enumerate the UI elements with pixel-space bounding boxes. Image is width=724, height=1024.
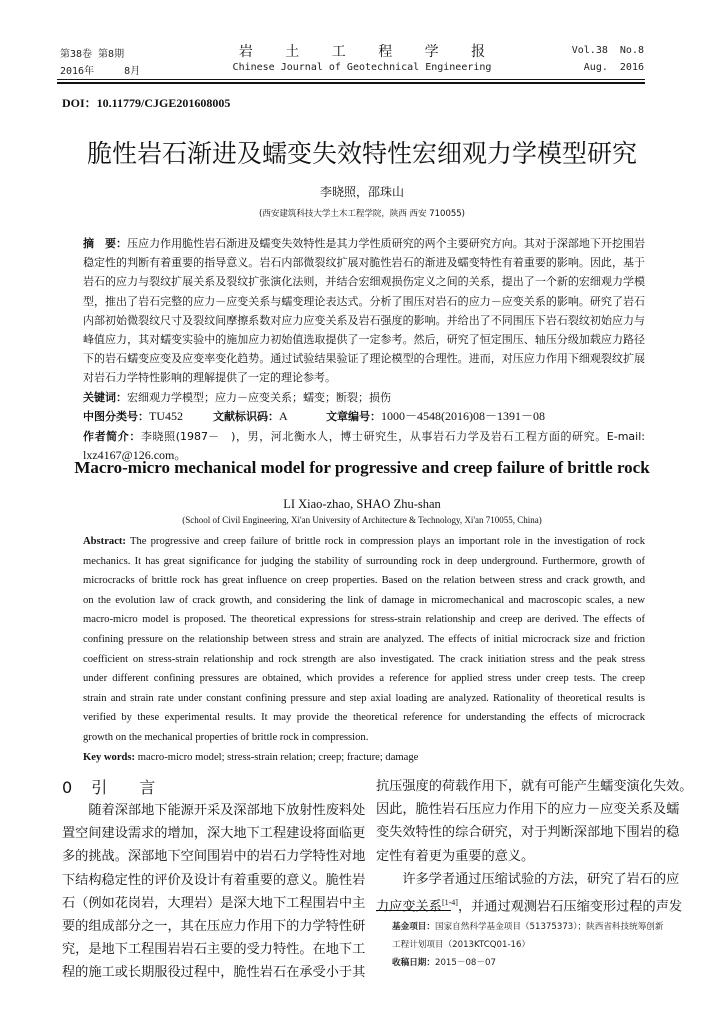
doi: DOI：10.11779/CJGE201608005 bbox=[62, 96, 231, 110]
abstract-cn-line: 型，推出了岩石完整的应力－应变关系与蠕变理论表达式。分析了围压对岩石的应力－应变关系的影响。研究了岩石 bbox=[83, 294, 645, 308]
journal-name-en: Chinese Journal of Geotechnical Engineering bbox=[232, 62, 492, 73]
abstract-cn-label: 摘 要： bbox=[83, 237, 128, 250]
abstract-en-line: verified by these experimental results. It may provide the theoretical reference for understanding the effects of microcrack bbox=[83, 712, 645, 724]
citation[interactable]: [1-4] bbox=[441, 898, 458, 908]
body-line: 要的组成部分之一，其在压应力作用下的力学特性研 bbox=[62, 919, 366, 935]
classification-row: 中图分类号：TU452 文献标识码：A 文章编号：1000－4548(2016)08－1391－08 bbox=[83, 408, 545, 423]
title-cn: 脆性岩石渐进及蠕变失效特性宏细观力学模型研究 bbox=[86, 139, 637, 168]
header-rule-thick bbox=[57, 82, 645, 84]
fund-label: 基金项目： bbox=[392, 922, 435, 932]
footnote: 基金项目：国家自然科学基金项目（51375373）；陕西省科技统筹创新 工程计划项目（2013KTCQ01-16） 收稿日期：2015－08－07 bbox=[392, 922, 664, 968]
abstract-en-line: microcracks of brittle rock has great influence on creep properties. Based on the relation between stress and crack growth, and bbox=[83, 575, 645, 587]
keywords-en-label: Key words: bbox=[83, 751, 136, 763]
abstract-cn bbox=[83, 234, 645, 465]
abstract-en-line: mechanics. It has great significance for judging the stability of surrounding rock in deep underground. Furthermore, growth of bbox=[83, 555, 645, 567]
body-line: 程的施工或长期服役过程中，脆性岩石在承受小于其 bbox=[62, 965, 366, 981]
received-label: 收稿日期： bbox=[392, 958, 435, 968]
date-cn: 2016年 8月 bbox=[60, 66, 141, 77]
abstract-cn-line: 对岩石力学特性影响的理解提供了一定的理论参考。 bbox=[83, 371, 336, 385]
abstract-en-line: growth on the mechanical properties of brittle rock in compression. bbox=[83, 731, 369, 743]
body-line: 石（例如花岗岩，大理岩）是深大地下工程围岩中主 bbox=[62, 895, 366, 911]
abstract-cn-line: 摘 要：压应力作用脆性岩石渐进及蠕变失效特性是其力学性质研究的两个主要研究方向。其对于深部地下开挖围岩 bbox=[83, 237, 646, 250]
author-email[interactable]: lxz4167@126.com。 bbox=[83, 448, 187, 463]
volume-issue-en: Vol.38 No.8 bbox=[571, 45, 644, 56]
body-line: 定性有着更为重要的意义。 bbox=[376, 848, 535, 864]
body-line: 随着深部地下能源开采及深部地下放射性废料处 bbox=[62, 803, 366, 818]
journal-name-cn: 岩 土 工 程 学 报 bbox=[238, 44, 500, 60]
authors-cn: 李晓照，邵珠山 bbox=[319, 185, 404, 199]
abstract-cn-line: 峰值应力，其对蠕变实验中的施加应力初始值选取提供了一定参考。然后，研究了恒定围压、轴压分级加载应力路径 bbox=[83, 333, 645, 347]
abstract-cn-line: 岩石的应力与裂纹扩展关系及裂纹扩张演化法则，并结合宏细观损伤定义之间的关系，提出了一个新的宏细观力学模 bbox=[83, 275, 645, 289]
abstract-en-line: Abstract: The progressive and creep failure of brittle rock in compression plays an important role in the investigation of rock bbox=[83, 536, 645, 547]
abstract-en-line: under different confining pressures are obtained, which provides a reference for applied stress under creep tests. The creep bbox=[83, 673, 645, 685]
title-en: Macro-micro mechanical model for progressive and creep failure of brittle rock bbox=[74, 458, 650, 477]
section-heading bbox=[62, 775, 155, 798]
abstract-cn-line: 下的岩石蠕变应变及应变率变化趋势。通过试验结果验证了理论模型的合理性。进而，对压应力作用下细观裂纹扩展 bbox=[83, 352, 645, 366]
body-line: 变失效特性的综合研究，对于判断深部地下围岩的稳 bbox=[376, 825, 680, 841]
body-line: 究，是地下工程围岩岩石主要的受力特性。在地下工 bbox=[62, 942, 366, 958]
abstract-cn-line: 内部初始微裂纹尺寸及裂纹间摩擦系数对应力应变关系及岩石强度的影响。并给出了不同围压下岩石裂纹初始应力与 bbox=[83, 313, 645, 327]
body-line: 力应变关系[1-4]，并通过观测岩石压缩变形过程的声发 bbox=[376, 898, 683, 915]
section-number: 0 bbox=[62, 778, 73, 797]
authors-en: LI Xiao-zhao, SHAO Zhu-shan bbox=[283, 497, 441, 511]
body-line: 许多学者通过压缩试验的方法，研究了岩石的应 bbox=[376, 871, 680, 887]
abstract-en-label: Abstract: bbox=[83, 536, 126, 547]
abstract-en-line: confining pressure on the relationship between stress and strain are analyzed. The effects of initial microcrack size and friction bbox=[83, 633, 645, 645]
volume-issue-cn: 第38卷 第8期 bbox=[60, 49, 125, 60]
keywords-en: Key words: macro-micro model; stress-strain relation; creep; fracture; damage bbox=[83, 751, 419, 763]
fund-line2: 工程计划项目（2013KTCQ01-16） bbox=[392, 940, 531, 950]
author-bio: 作者简介：李晓照(1987－ )，男，河北衡水人，博士研究生，从事岩石力学及岩石工程方面的研究。E-mail: bbox=[83, 429, 645, 443]
affiliation-en: (School of Civil Engineering, Xi'an University of Architecture & Technology, Xi'an 710055, China) bbox=[182, 515, 542, 525]
abstract-en-line: coefficient on stress-strain relationship and rock strength are also investigated. The crack initiation stress and the peak stress bbox=[83, 653, 645, 665]
body-line: 抗压强度的荷载作用下，就有可能产生蠕变演化失效。 bbox=[376, 779, 693, 794]
abstract-en-line: macro-micro model is proposed. The theoretical expressions for stress-strain relationship and creep are derived. The effects of bbox=[83, 614, 645, 626]
date-en: Aug. 2016 bbox=[583, 62, 644, 73]
body-right-column bbox=[376, 775, 693, 919]
author-bio-label: 作者简介： bbox=[83, 429, 141, 443]
abstract-en-line: on the evolution law of crack growth, and considering the link of damage in micromechanical and macroscopic scales, a new bbox=[83, 594, 645, 606]
keywords-cn-label: 关键词： bbox=[83, 390, 127, 404]
affiliation-cn: (西安建筑科技大学土木工程学院，陕西 西安 710055) bbox=[259, 209, 465, 219]
body-line: 因此，脆性岩石压应力作用下的应力－应变关系及蠕 bbox=[376, 802, 680, 818]
section-title: 引 言 bbox=[91, 778, 156, 797]
footnote-rule bbox=[376, 910, 451, 911]
body-line: 下结构稳定性的评价及设计有着重要的意义。脆性岩 bbox=[62, 872, 366, 888]
abstract-en bbox=[83, 532, 645, 767]
abstract-cn-line: 稳定性的判断有着重要的指导意义。岩石内部微裂纹扩展对脆性岩石的渐进及蠕变特性有着重要的影响。因此，基于 bbox=[83, 256, 645, 270]
body-left-column bbox=[62, 799, 366, 985]
abstract-en-line: strain and strain rate under constant confining pressure and step axial loading are analyzed. Rationality of theoretical results is bbox=[83, 692, 645, 704]
keywords-cn: 关键词：宏细观力学模型；应力－应变关系；蠕变；断裂；损伤 bbox=[83, 390, 391, 404]
body-line: 置空间建设需求的增加，深大地下工程建设将面临更 bbox=[62, 826, 366, 842]
header-rule-thin bbox=[57, 79, 645, 80]
body-line: 多的挑战。深部地下空间围岩中的岩石力学特性对地 bbox=[62, 849, 366, 865]
